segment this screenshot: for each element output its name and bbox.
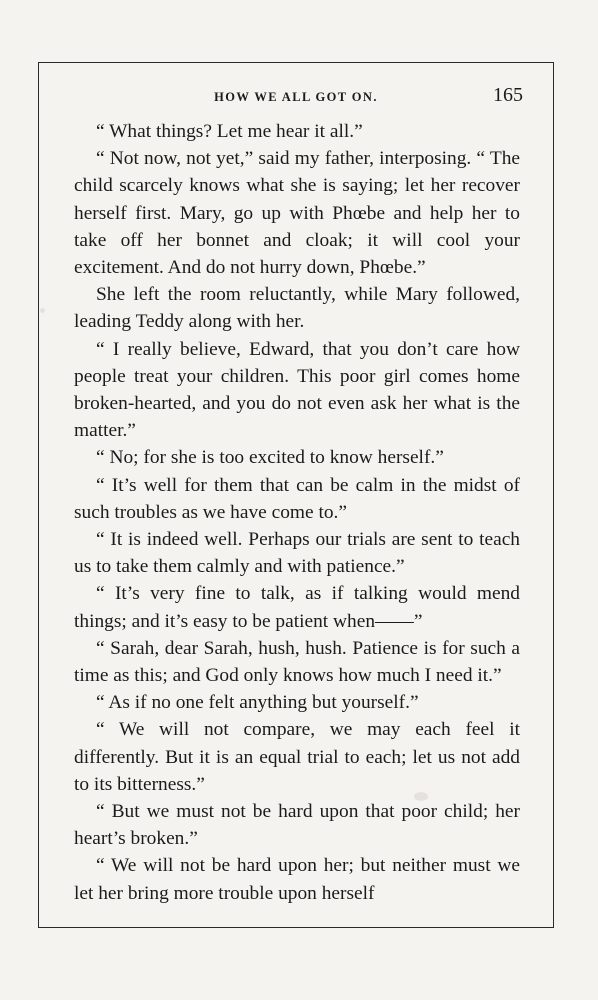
paragraph: “ As if no one felt anything but yourself.”	[96, 692, 419, 714]
paragraph: “ It’s well for them that can be calm in the midst of such troubles as we have come to.”	[74, 474, 520, 523]
paragraph: “ It is indeed well. Perhaps our trials are sent to teach us to take them calmly and with patience.”	[74, 529, 520, 578]
paper-speck	[40, 308, 45, 313]
paragraph: “ No; for she is too excited to know herself.”	[96, 447, 444, 469]
paragraph: “ We will not be hard upon her; but neither must we let her bring more trouble upon herself	[74, 855, 520, 904]
paragraph: “ We will not compare, we may each feel it differently. But it is an equal trial to each; let us not add to its bitterness.”	[74, 719, 520, 795]
paragraph: “ It’s very fine to talk, as if talking would mend things; and it’s easy to be patient when——”	[74, 583, 520, 632]
running-title: HOW WE ALL GOT ON.	[214, 90, 378, 104]
paragraph: She left the room reluctantly, while Mary followed, leading Teddy along with her.	[74, 284, 520, 333]
paragraph: “ Not now, not yet,” said my father, interposing. “ The child scarcely knows what she is saying; let her recover herself first. Mary, go up with Phœbe and help her to take off her bonnet and cloak; it will cool your excitement. And do not hurry down, Phœbe.”	[74, 148, 520, 279]
page-number: 165	[493, 84, 523, 106]
paragraph: “ Sarah, dear Sarah, hush, hush. Patience is for such a time as this; and God only knows how much I need it.”	[74, 637, 520, 687]
paragraph: “ What things? Let me hear it all.”	[96, 121, 363, 142]
page-header	[38, 82, 554, 112]
body-text	[74, 118, 520, 907]
paragraph: “ I really believe, Edward, that you don’t care how people treat your children. This poor girl comes home broken-hearted, and you do not even ask her what is the matter.”	[74, 338, 520, 442]
paragraph: “ But we must not be hard upon that poor child; her heart’s broken.”	[74, 801, 520, 850]
